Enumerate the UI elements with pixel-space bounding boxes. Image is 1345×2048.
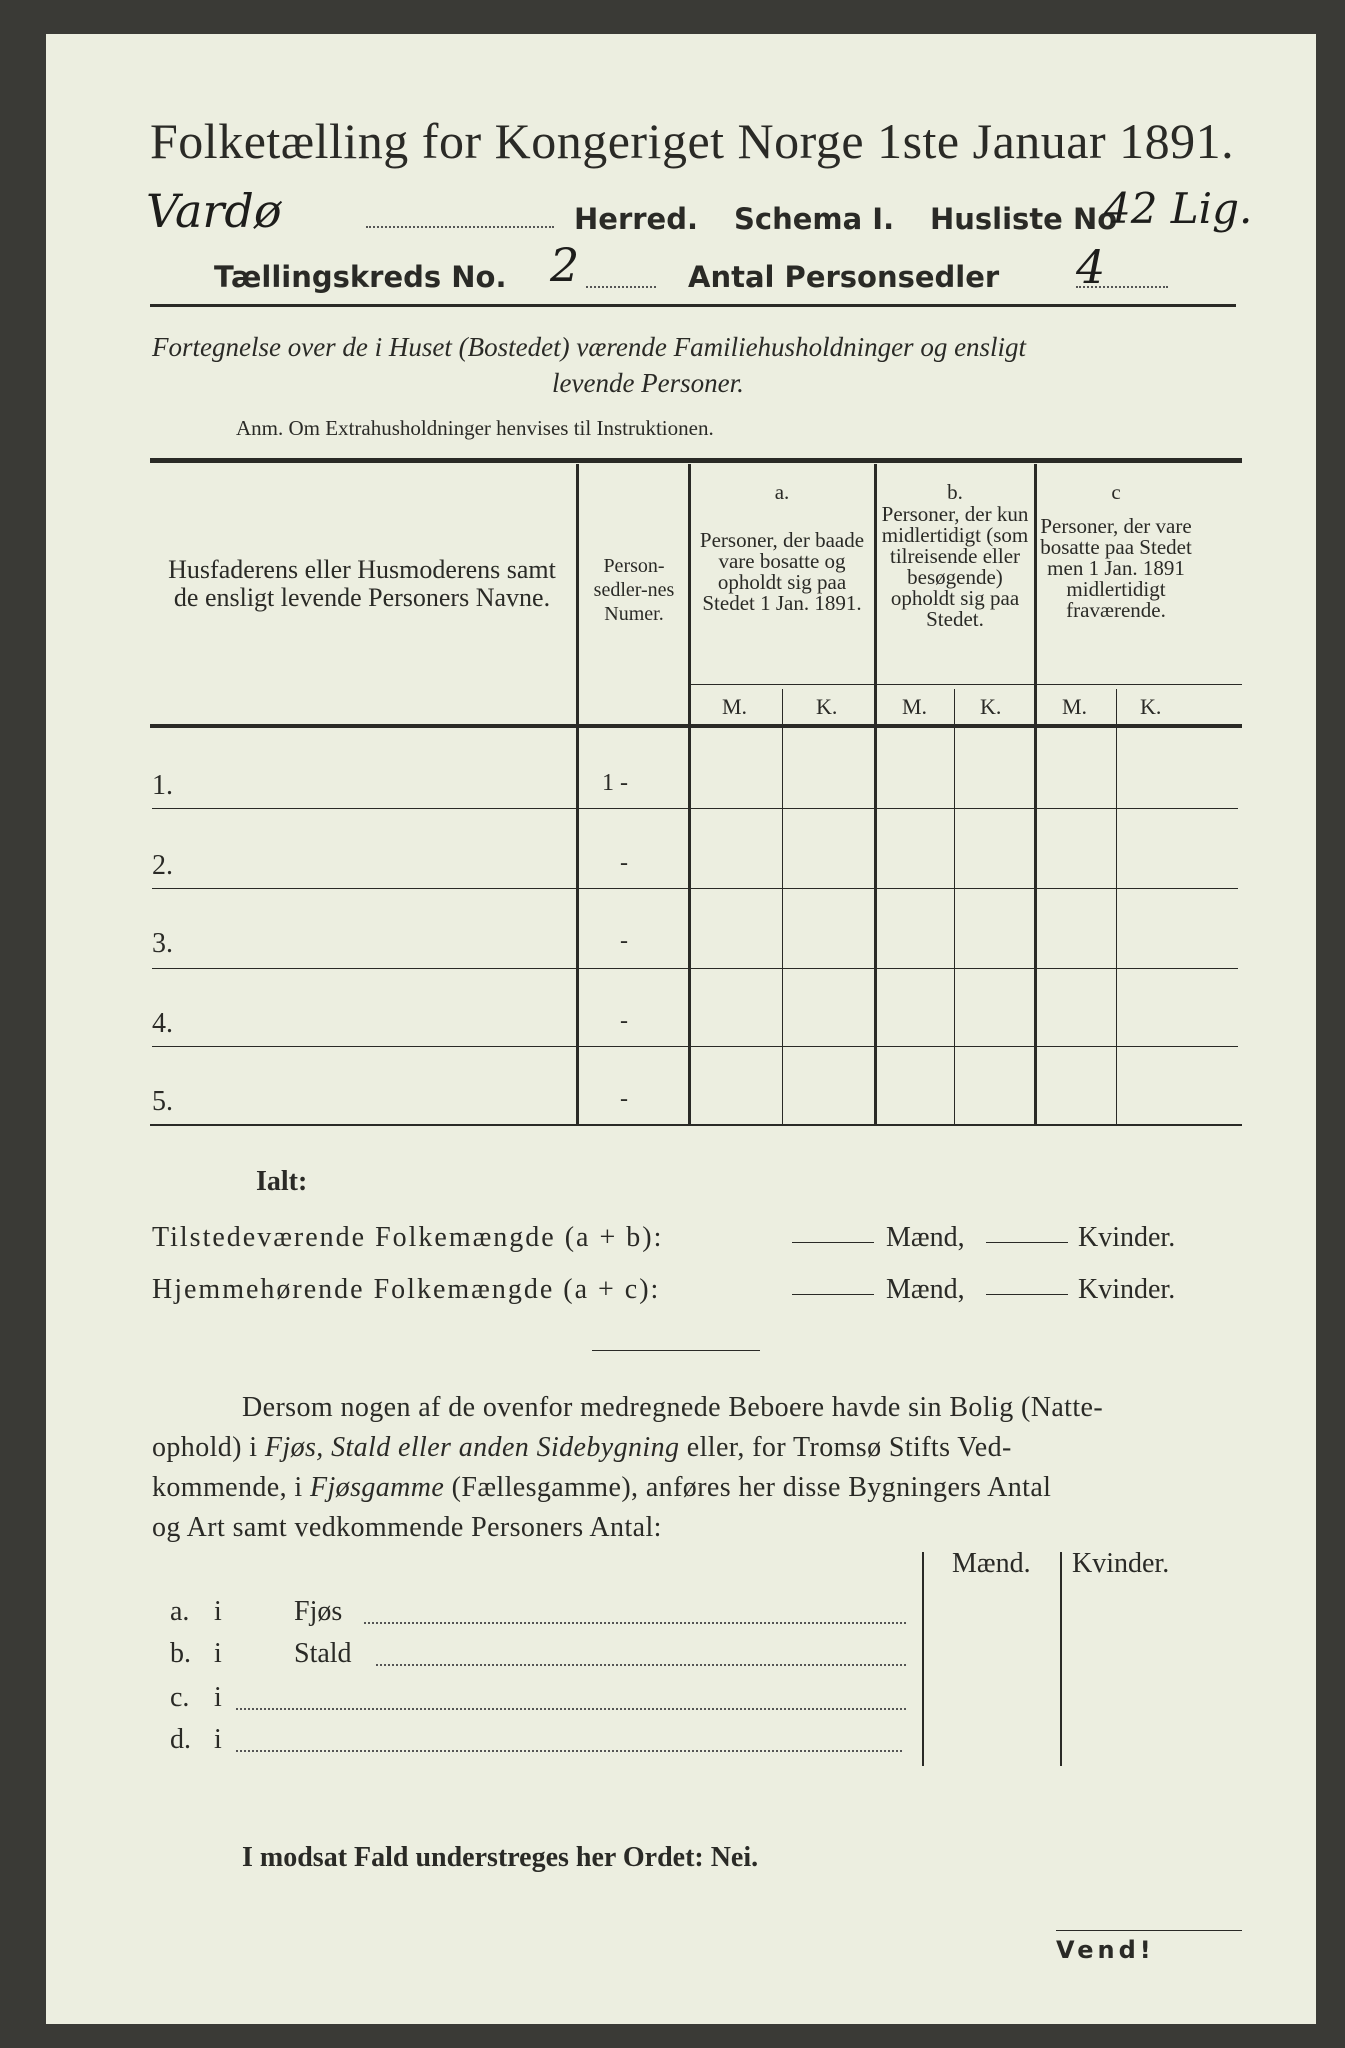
total-line2-kvinder: Kvinder. (1078, 1274, 1176, 1305)
building-a-letter: a. (170, 1596, 190, 1627)
col-header-numer: Person-sedler-nes Numer. (593, 555, 675, 625)
buildings-para-line3: kommende, i Fjøsgamme (Fællesgamme), anføres her disse Bygningers Antal (152, 1472, 1052, 1503)
building-c-letter: c. (170, 1682, 190, 1713)
row-3-label: 3. (152, 928, 173, 959)
row-4-numer: - (620, 1008, 628, 1034)
row-1-rule (152, 808, 1238, 809)
col-header-b: Personer, der kun midlertidigt (som tilreisende eller besøgende) opholdt sig paa Stedet. (881, 502, 1029, 631)
col-header-name: Husfaderens eller Husmoderens samt de ensligt levende Personers Navne. (168, 555, 556, 612)
col-a-m: M. (722, 694, 748, 719)
total-line1-kvinder-blank (986, 1242, 1068, 1243)
building-b-letter: b. (170, 1638, 191, 1669)
table-bottom-rule (150, 1124, 1242, 1126)
building-a-name: Fjøs (294, 1596, 343, 1627)
buildings-divider-2 (1060, 1552, 1062, 1766)
col-header-c: Personer, der vare bosatte paa Stedet men 1 Jan. 1891 midlertidigt fraværende. (1040, 514, 1192, 622)
herred-dots (366, 226, 554, 228)
col-header-a: Personer, der baade vare bosatte og opholdt sig paa Stedet 1 Jan. 1891. (699, 528, 865, 615)
total-line1-maend: Mænd, (886, 1222, 965, 1253)
intro-note: Anm. Om Extrahusholdninger henvises til Instruktionen. (236, 416, 714, 440)
col-header-c-letter: c (1111, 480, 1121, 504)
table-top-rule (150, 458, 1242, 463)
personsedler-value: 4 (1076, 240, 1106, 294)
form-title: Folketælling for Kongeriget Norge 1ste Januar 1891. (150, 113, 1235, 169)
herred-label: Herred. (574, 202, 698, 236)
row-3-rule (152, 968, 1238, 969)
mk-rule (688, 684, 1242, 685)
divider-a-mk (782, 689, 783, 1124)
husliste-value: 42 Lig. (1104, 184, 1253, 233)
total-line2-kvinder-blank (986, 1294, 1068, 1295)
buildings-divider-1 (922, 1552, 924, 1766)
buildings-col-maend: Mænd. (952, 1548, 1031, 1579)
col-b-k: K. (980, 694, 1002, 719)
buildings-col-kvinder: Kvinder. (1072, 1548, 1170, 1579)
building-b-dots (376, 1664, 906, 1666)
building-b-prep: i (214, 1638, 222, 1669)
row-2-rule (152, 888, 1238, 889)
divider-name (576, 464, 579, 1124)
building-b-name: Stald (294, 1638, 352, 1669)
row-1-label: 1. (152, 770, 173, 801)
census-form (46, 34, 1316, 2024)
table-header-rule (150, 724, 1242, 728)
divider-b (1034, 464, 1037, 1124)
intro-line1: Fortegnelse over de i Huset (Bostedet) værende Familiehusholdninger og ensligt (152, 332, 1027, 362)
personsedler-label: Antal Personsedler (688, 260, 1000, 294)
row-2-label: 2. (152, 850, 173, 881)
total-line2-maend-blank (792, 1294, 874, 1295)
building-a-dots (364, 1622, 906, 1624)
total-line2-label: Hjemmehørende Folkemængde (a + c): (152, 1274, 661, 1305)
vend-label: Vend! (1056, 1936, 1155, 1964)
row-5-label: 5. (152, 1086, 173, 1117)
buildings-para-line1: Dersom nogen af de ovenfor medregnede Beboere havde sin Bolig (Natte- (242, 1392, 1104, 1423)
col-c-m: M. (1062, 694, 1088, 719)
col-b-m: M. (902, 694, 928, 719)
husliste-label: Husliste No (930, 202, 1118, 236)
nei-line: I modsat Fald understreges her Ordet: Nei. (242, 1842, 759, 1873)
intro-line2: levende Personer. (552, 368, 744, 398)
header-rule (150, 304, 1236, 307)
col-header-a-letter: a. (774, 480, 790, 504)
row-4-rule (152, 1046, 1238, 1047)
total-line2-maend: Mænd, (886, 1274, 965, 1305)
total-line1-label: Tilstedeværende Folkemængde (a + b): (152, 1222, 664, 1253)
row-2-numer: - (620, 850, 628, 876)
taellingskreds-value: 2 (550, 238, 580, 292)
building-c-prep: i (214, 1682, 222, 1713)
col-c-k: K. (1140, 694, 1162, 719)
herred-value: Vardø (146, 184, 282, 238)
total-line1-kvinder: Kvinder. (1078, 1222, 1176, 1253)
row-3-numer: - (620, 928, 628, 954)
building-d-letter: d. (170, 1724, 191, 1755)
divider-b-mk (954, 689, 955, 1124)
divider-numer (688, 464, 691, 1124)
ialt-label: Ialt: (256, 1166, 308, 1197)
divider-c-mk (1116, 689, 1117, 1124)
divider-a (874, 464, 877, 1124)
total-line1-maend-blank (792, 1242, 874, 1243)
personsedler-dots (1076, 286, 1168, 288)
col-a-k: K. (816, 694, 838, 719)
schema-label: Schema I. (734, 202, 895, 236)
vend-rule (1056, 1930, 1242, 1931)
taellingskreds-label: Tællingskreds No. (214, 260, 507, 294)
buildings-para-line2: ophold) i Fjøs, Stald eller anden Sidebygning eller, for Tromsø Stifts Ved- (152, 1432, 1012, 1463)
separator-rule (592, 1350, 760, 1351)
building-a-prep: i (214, 1596, 222, 1627)
building-d-dots (236, 1750, 902, 1752)
col-header-b-letter: b. (947, 480, 963, 504)
building-c-dots (236, 1708, 906, 1710)
row-4-label: 4. (152, 1008, 173, 1039)
row-1-numer: 1 - (602, 770, 628, 796)
building-d-prep: i (214, 1724, 222, 1755)
row-5-numer: - (620, 1086, 628, 1112)
buildings-para-line4: og Art samt vedkommende Personers Antal: (152, 1512, 662, 1543)
taellingskreds-dots (586, 286, 656, 288)
